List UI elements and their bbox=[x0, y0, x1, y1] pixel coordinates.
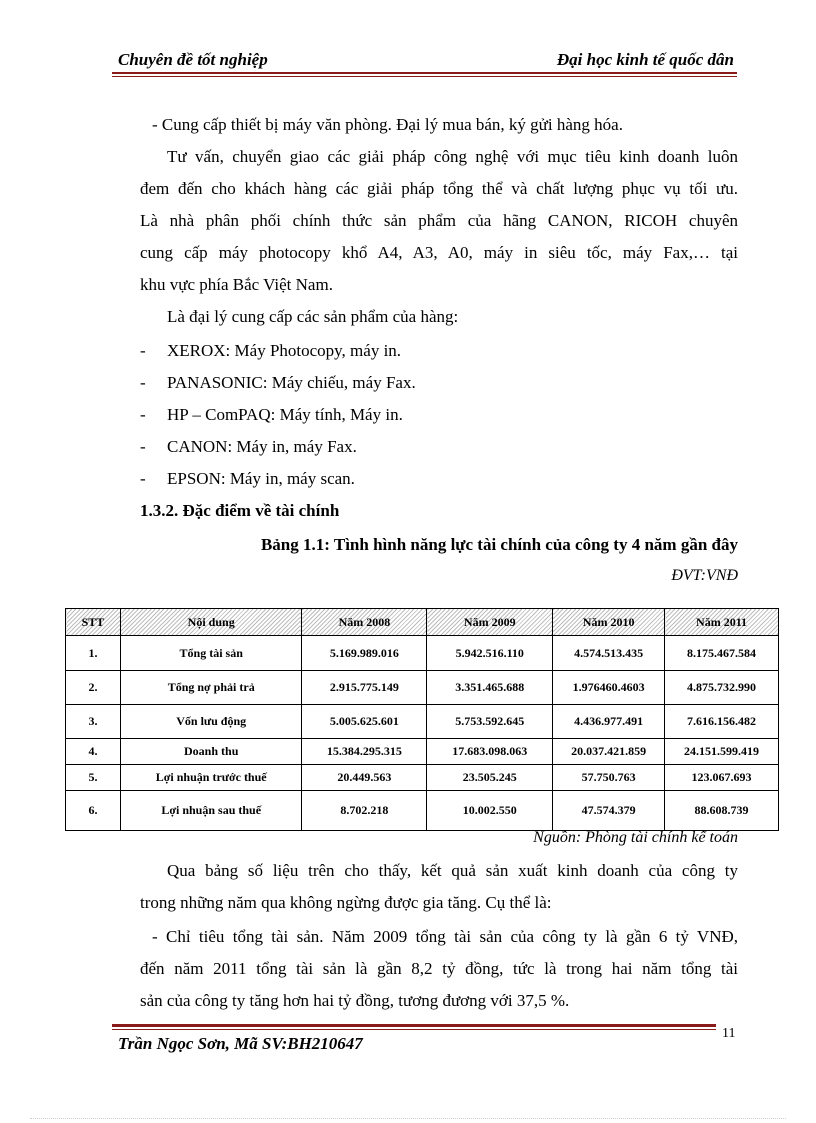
brand-list-item: XEROX: Máy Photocopy, máy in. bbox=[167, 341, 402, 360]
table-row bbox=[66, 791, 779, 831]
paragraph-line: cung cấp máy photocopy khổ A4, A3, A0, máy in siêu tốc, máy Fax,… tại bbox=[140, 243, 738, 262]
table-cell: 4.436.977.491 bbox=[553, 705, 665, 739]
paragraph-line: Tư vấn, chuyển giao các giải pháp công nghệ với mục tiêu kinh doanh luôn bbox=[167, 147, 738, 166]
list-bullet: - bbox=[140, 341, 146, 360]
paragraph-line: trong những năm qua không ngừng được gia tăng. Cụ thể là: bbox=[140, 893, 552, 912]
brand-list-item: HP – ComPAQ: Máy tính, Máy in. bbox=[167, 405, 403, 424]
table-cell: Lợi nhuận trước thuế bbox=[120, 765, 302, 791]
paragraph-line: sản của công ty tăng hơn hai tỷ đồng, tương đương với 37,5 %. bbox=[140, 991, 570, 1010]
table-cell: 5.753.592.645 bbox=[427, 705, 553, 739]
page-bottom-divider bbox=[30, 1118, 786, 1119]
brand-list-item: CANON: Máy in, máy Fax. bbox=[167, 437, 357, 456]
table-cell: 6. bbox=[66, 791, 121, 831]
table-cell: 3.351.465.688 bbox=[427, 671, 553, 705]
list-bullet: - bbox=[140, 437, 146, 456]
paragraph-line: Qua bảng số liệu trên cho thấy, kết quả sản xuất kinh doanh của công ty bbox=[167, 861, 738, 880]
list-bullet: - bbox=[140, 469, 146, 488]
header-right-title: Đại học kinh tế quốc dân bbox=[556, 50, 734, 69]
table-cell: 57.750.763 bbox=[553, 765, 665, 791]
financial-table bbox=[65, 608, 779, 831]
table-cell: 4. bbox=[66, 739, 121, 765]
table-row bbox=[66, 705, 779, 739]
unit-label: ĐVT:VNĐ bbox=[671, 567, 738, 584]
table-header-cell: Nội dung bbox=[120, 609, 302, 636]
header-left-title: Chuyên đề tốt nghiệp bbox=[118, 50, 268, 69]
table-header-row bbox=[66, 609, 779, 636]
section-heading: 1.3.2. Đặc điểm về tài chính bbox=[140, 501, 340, 520]
table-cell: 5.942.516.110 bbox=[427, 636, 553, 671]
paragraph-line: khu vực phía Bắc Việt Nam. bbox=[140, 275, 333, 294]
table-cell: 5.169.989.016 bbox=[302, 636, 427, 671]
table-cell: 2. bbox=[66, 671, 121, 705]
paragraph-line: đem đến cho khách hàng các giải pháp tổng thể và chất lượng phục vụ tối ưu. bbox=[140, 179, 738, 198]
table-cell: 5.005.625.601 bbox=[302, 705, 427, 739]
table-cell: 1.976460.4603 bbox=[553, 671, 665, 705]
table-header-cell: Năm 2009 bbox=[427, 609, 553, 636]
table-cell: 123.067.693 bbox=[665, 765, 779, 791]
paragraph-line: Là nhà phân phối chính thức sản phẩm của hãng CANON, RICOH chuyên bbox=[140, 211, 738, 230]
paragraph-line: - Cung cấp thiết bị máy văn phòng. Đại lý mua bán, ký gửi hàng hóa. bbox=[152, 115, 623, 134]
table-row bbox=[66, 765, 779, 791]
list-bullet: - bbox=[140, 405, 146, 424]
table-cell: 7.616.156.482 bbox=[665, 705, 779, 739]
table-cell: 24.151.599.419 bbox=[665, 739, 779, 765]
table-header-cell: STT bbox=[66, 609, 121, 636]
table-cell: Tổng tài sản bbox=[120, 636, 302, 671]
table-cell: 17.683.098.063 bbox=[427, 739, 553, 765]
footer-rule bbox=[112, 1024, 716, 1027]
table-cell: 8.175.467.584 bbox=[665, 636, 779, 671]
table-cell: 4.574.513.435 bbox=[553, 636, 665, 671]
table-row bbox=[66, 739, 779, 765]
table-cell: 15.384.295.315 bbox=[302, 739, 427, 765]
table-cell: 4.875.732.990 bbox=[665, 671, 779, 705]
table-cell: 8.702.218 bbox=[302, 791, 427, 831]
table-header-cell: Năm 2010 bbox=[553, 609, 665, 636]
table-cell: 5. bbox=[66, 765, 121, 791]
table-cell: 23.505.245 bbox=[427, 765, 553, 791]
table-cell: 88.608.739 bbox=[665, 791, 779, 831]
paragraph-line: đến năm 2011 tổng tài sản là gần 8,2 tỷ đồng, tức là trong hai năm tổng tài bbox=[140, 959, 738, 978]
table-cell: Tổng nợ phải trả bbox=[120, 671, 302, 705]
table-cell: Vốn lưu động bbox=[120, 705, 302, 739]
table-header-cell: Năm 2008 bbox=[302, 609, 427, 636]
paragraph-line: Là đại lý cung cấp các sản phẩm của hàng: bbox=[167, 307, 459, 326]
paragraph-line: - Chỉ tiêu tổng tài sản. Năm 2009 tổng tài sản của công ty là gần 6 tỷ VNĐ, bbox=[152, 927, 738, 946]
page-number: 11 bbox=[722, 1026, 736, 1041]
footer-author: Trần Ngọc Sơn, Mã SV:BH210647 bbox=[118, 1034, 363, 1053]
footer-rule-thin bbox=[112, 1029, 716, 1030]
table-cell: 2.915.775.149 bbox=[302, 671, 427, 705]
table-cell: 10.002.550 bbox=[427, 791, 553, 831]
table-row bbox=[66, 671, 779, 705]
brand-list-item: PANASONIC: Máy chiếu, máy Fax. bbox=[167, 373, 416, 392]
table-caption: Bảng 1.1: Tình hình năng lực tài chính của công ty 4 năm gần đây bbox=[260, 535, 738, 554]
table-cell: 1. bbox=[66, 636, 121, 671]
table-source: Nguồn: Phòng tài chính kế toán bbox=[533, 829, 738, 846]
header-rule bbox=[112, 72, 737, 74]
brand-list-item: EPSON: Máy in, máy scan. bbox=[167, 469, 355, 488]
table-cell: 47.574.379 bbox=[553, 791, 665, 831]
table-cell: 3. bbox=[66, 705, 121, 739]
list-bullet: - bbox=[140, 373, 146, 392]
table-cell: 20.449.563 bbox=[302, 765, 427, 791]
table-row bbox=[66, 636, 779, 671]
table-cell: 20.037.421.859 bbox=[553, 739, 665, 765]
table-header-cell: Năm 2011 bbox=[665, 609, 779, 636]
table-cell: Doanh thu bbox=[120, 739, 302, 765]
header-rule-thin bbox=[112, 76, 737, 77]
table-cell: Lợi nhuận sau thuế bbox=[120, 791, 302, 831]
